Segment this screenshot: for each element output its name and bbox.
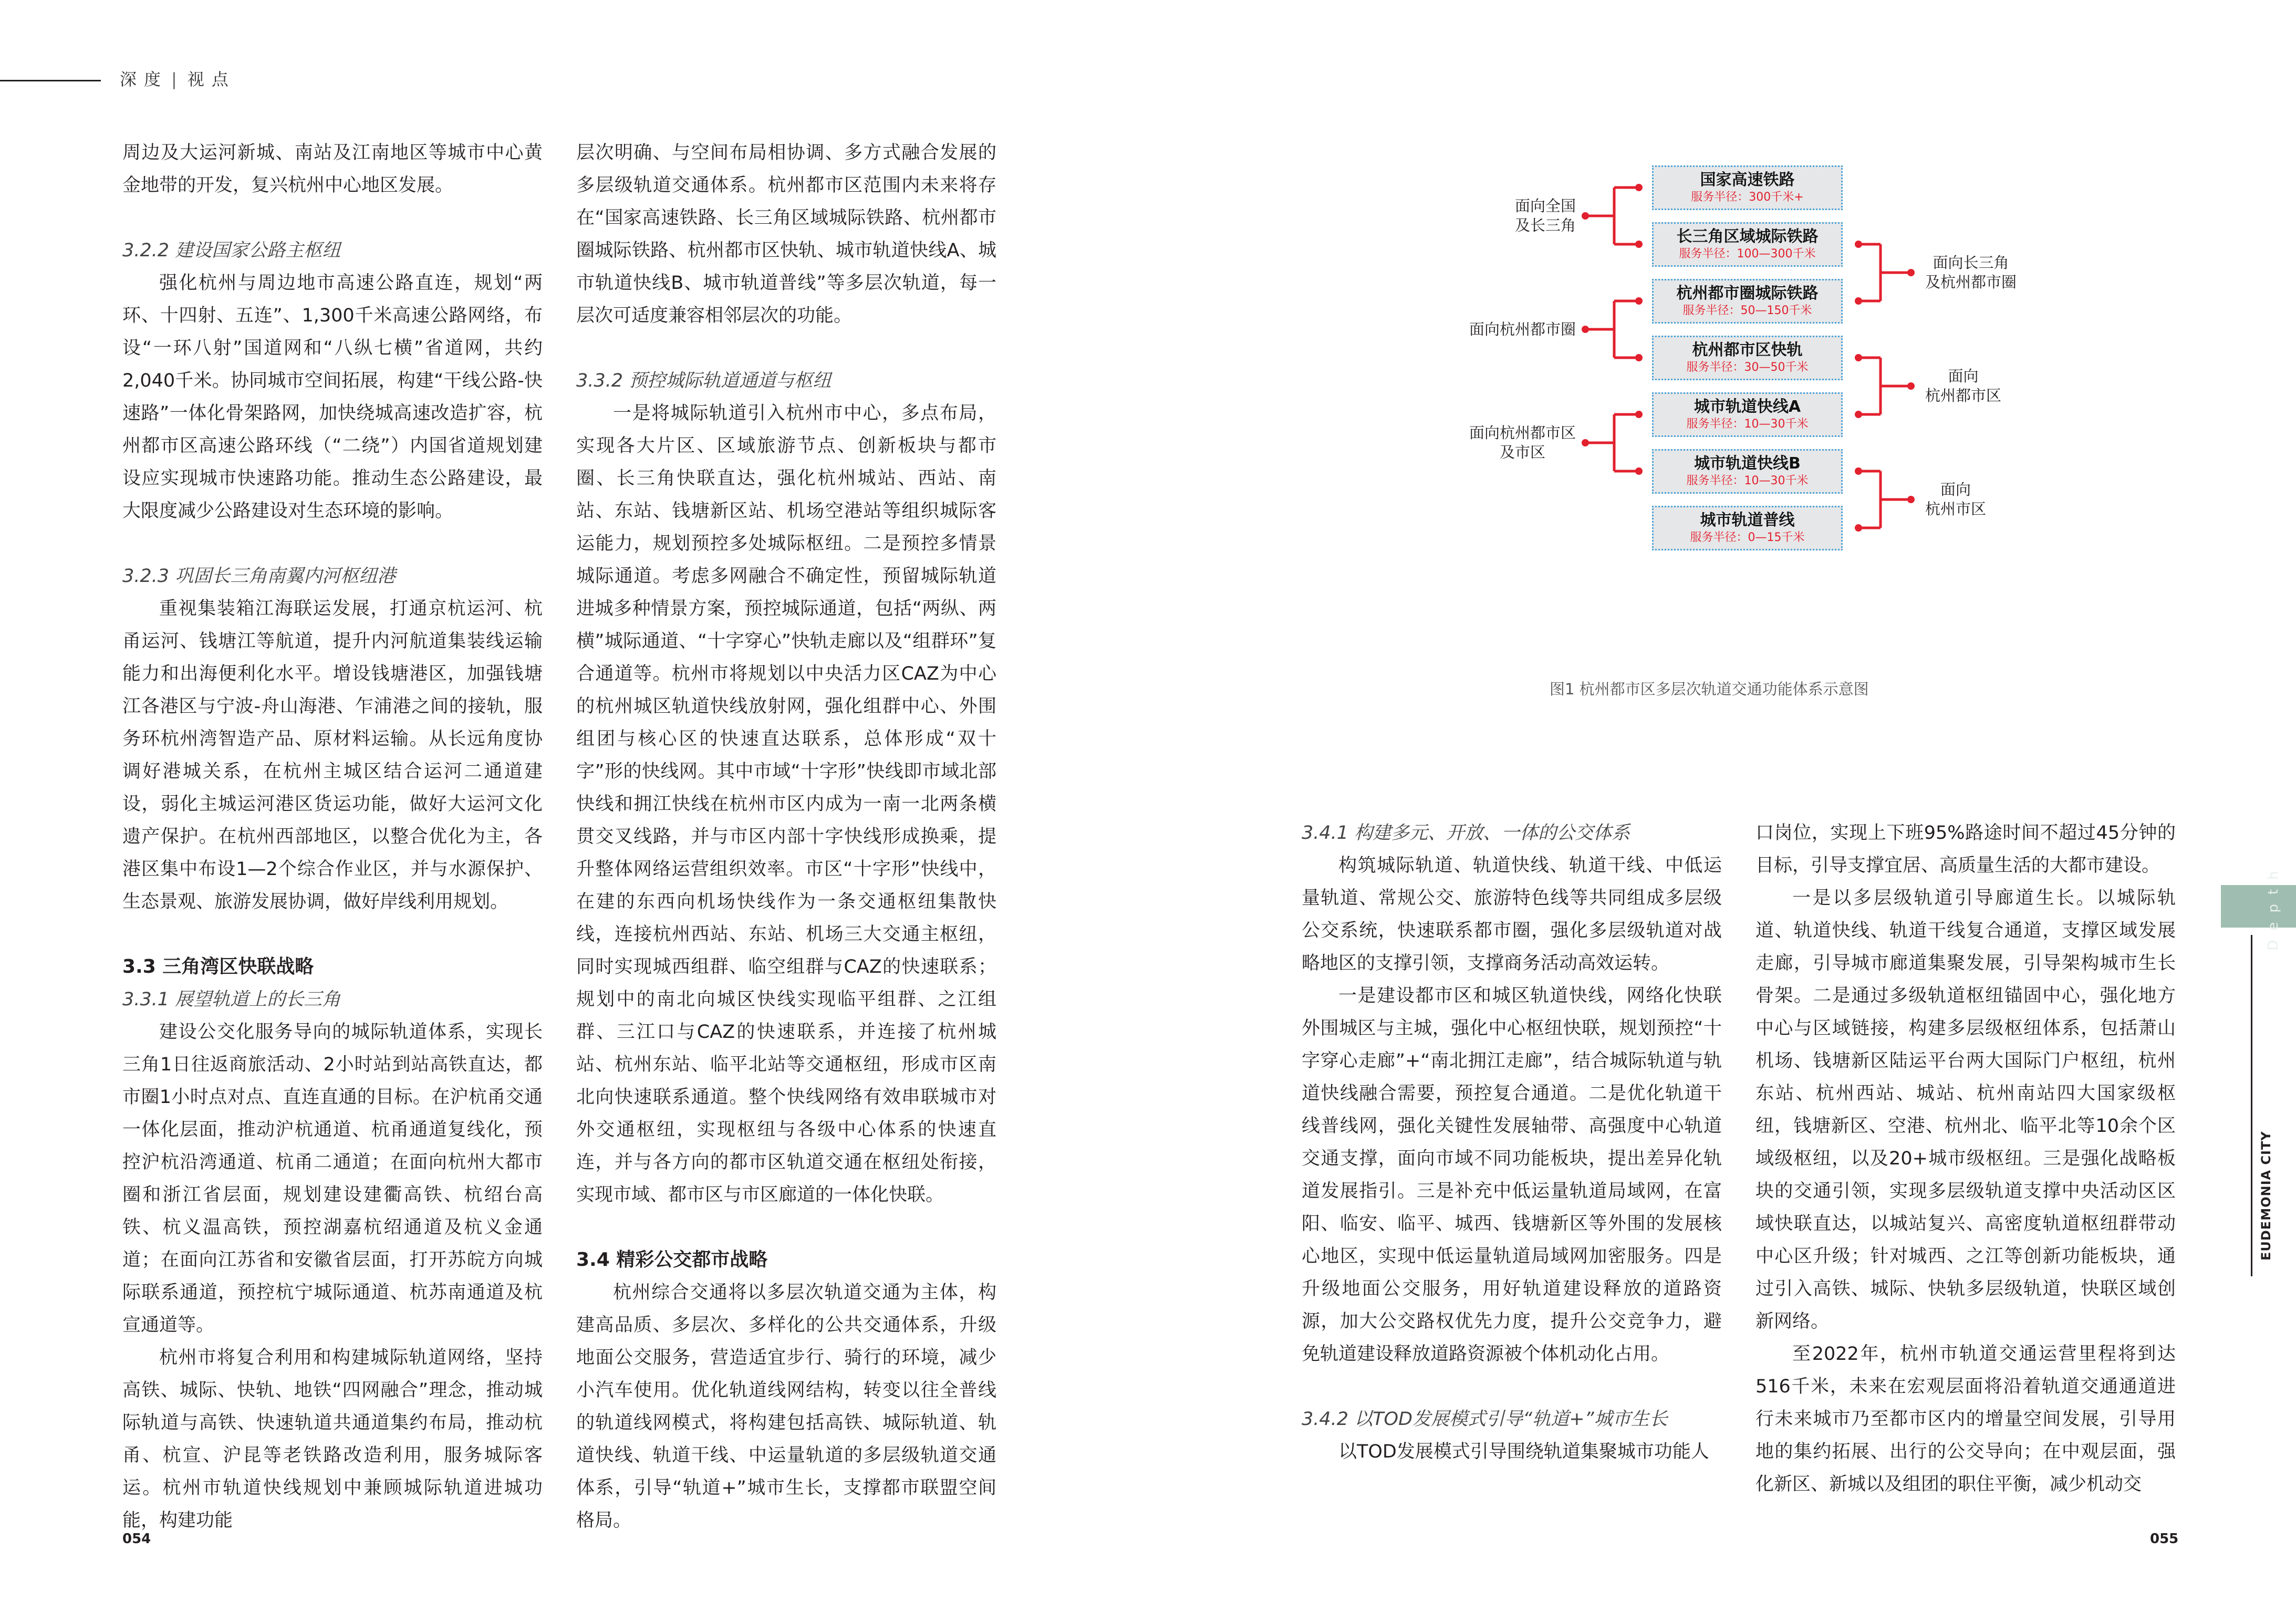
paragraph: 建设公交化服务导向的城际轨道体系，实现长三角1日往返商旅活动、2小时站到站高铁直达，都市圈1小时点对点、直连直通的目标。在沪杭甬交通一体化层面，推动沪杭通道、杭甬通道复线化，预控沪杭沿湾通道、杭甬二通道；在面向杭州大都市圈和浙江省层面，规划建设建衢高铁、杭绍台高铁、杭义温高铁，预控湖嘉杭绍通道及杭义金通道；在面向江苏省和安徽省层面，打开苏皖方向城际联系通道，预控杭宁城际通道、杭苏南通道及杭宣通道等。 [122,1022,543,1336]
group-line: 面向长三角 [1933,254,2009,272]
group-line: 面向杭州都市圈 [1469,320,1576,338]
left-page-column-1 [122,137,543,1537]
section-separator: | [171,69,184,89]
rail-tier-title: 杭州都市圈城际铁路 [1676,284,1819,303]
rail-tier-radius: 服务半径：50—150千米 [1682,304,1812,317]
paragraph: 一是建设都市区和城区轨道快线，网络化快联外围城区与主城，强化中心枢纽快联，规划预控“十字穿心走廊”+“南北拥江走廊”，结合城际轨道与轨道快线融合需要，预控复合通道。二是优化轨道干线普线网，强化关键性发展轴带、高强度中心轨道交通支撑，面向市域不同功能板块，提出差异化轨道发展指引。三是补充中低运量轨道局域网，在富阳、临安、临平、城西、钱塘新区等外围的发展核心地区，实现中低运量轨道局域网加密服务。四是升级地面公交服务，用好轨道建设释放的道路资源，加大公交路权优先力度，提升公交竞争力，避免轨道建设释放道路资源被个体机动化占用。 [1302,985,1722,1365]
section-heading: 3.2.3 巩固长三角南翼内河枢纽港 [122,566,396,587]
connector-dot [1635,184,1643,191]
rail-tier-title: 杭州都市区快轨 [1692,341,1803,359]
rail-tier-radius: 服务半径：10—30千米 [1686,474,1809,487]
right-group-label [1925,253,2017,292]
group-line: 杭州都市区 [1925,387,2002,404]
section-heading: 3.3 三角湾区快联战略 [122,956,314,977]
section-heading: 3.3.2 预控城际轨道通道与枢纽 [576,370,832,391]
rail-tier-title: 国家高速铁路 [1700,171,1795,189]
section-name: 深度 [120,69,169,89]
page-number-right: 055 [2150,1531,2179,1547]
connector-dot [1635,241,1643,248]
connector-dot [1855,297,1862,305]
group-line: 及市区 [1499,443,1545,461]
rail-tier-node [1652,336,1843,380]
group-line: 及长三角 [1514,216,1576,234]
right-page-column-2 [1755,817,2176,1501]
paragraph-gap [122,527,543,560]
group-line: 面向 [1940,481,1971,498]
rail-tier-node [1652,392,1843,437]
paragraph: 构筑城际轨道、轨道快线、轨道干线、中低运量轨道、常规公交、旅游特色线等共同组成多层级公交系统，快速联系都市圈，强化多层级轨道对战略地区的支撑引领，支撑商务活动高效运转。 [1302,855,1722,974]
left-group-label [1469,320,1576,339]
section-label [120,66,236,90]
group-line: 面向 [1948,367,1979,385]
brand-label: EUDEMONIA CITY [2259,1131,2273,1261]
side-tab-label: Depth [2266,861,2281,951]
rail-tier-radius: 服务半径：10—30千米 [1686,418,1809,431]
rail-tier-title: 长三角区域城际铁路 [1676,227,1819,246]
rail-tier-radius: 服务半径：0—15千米 [1690,531,1805,544]
connector-dot [1635,411,1643,418]
left-group-label [1515,196,1576,235]
left-group-label [1469,423,1576,462]
header-rule [0,80,101,81]
connector-dot [1582,439,1589,446]
group-line: 杭州市区 [1925,500,1987,518]
connector-dot [1635,467,1643,475]
group-line: 面向杭州都市区 [1469,424,1576,442]
rail-tier-title: 城市轨道快线B [1694,454,1801,473]
group-line: 面向全国 [1514,197,1576,215]
rail-tier-node [1652,449,1843,494]
paragraph: 以TOD发展模式引导围绕轨道集聚城市功能人 [1338,1441,1709,1462]
rail-tier-node [1652,279,1843,324]
section-heading: 3.3.1 展望轨道上的长三角 [122,989,341,1010]
paragraph: 强化杭州与周边地市高速公路直连，规划“两环、十四射、五连”、1,300千米高速公路网络，布设“一环八射”国道网和“八纵七横”省道网，共约2,040千米。协同城市空间拓展，构建“干线公路-快速路”一体化骨架路网，加快绕城高速改造扩容，杭州都市区高速公路环线（“二绕”）内国省道规划建设应实现城市快速路功能。推动生态公路建设，最大限度减少公路建设对生态环境的影响。 [122,273,543,522]
paragraph: 层次明确、与空间布局相协调、多方式融合发展的多层级轨道交通体系。杭州都市区范围内未来将存在“国家高速铁路、长三角区域城际铁路、杭州都市圈城际铁路、杭州都市区快轨、城市轨道快线A、城市轨道快线B、城市轨道普线”等多层次轨道，每一层次可适度兼容相邻层次的功能。 [576,142,996,326]
connector-dot [1907,382,1915,390]
side-rule [2251,935,2252,1103]
side-rule-lower [2251,1103,2252,1276]
paragraph: 重视集装箱江海联运发展，打通京杭运河、杭甬运河、钱塘江等航道，提升内河航道集装线运输能力和出海便利化水平。增设钱塘港区，加强钱塘江各港区与宁波-舟山海港、乍浦港之间的接轨，服务环杭州湾智造产品、原材料运输。从长远角度协调好港城关系，在杭州主城区结合运河二通道建设，弱化主城运河港区货运功能，做好大运河文化遗产保护。在杭州西部地区，以整合优化为主，各港区集中布设1—2个综合作业区，并与水源保护、生态景观、旅游发展协调，做好岸线利用规划。 [122,598,543,912]
paragraph: 杭州市将复合利用和构建城际轨道网络，坚持高铁、城际、快轨、地铁“四网融合”理念，推动城际轨道与高铁、快速轨道共通道集约布局，推动杭甬、杭宣、沪昆等老铁路改造利用，服务城际客运。杭州市轨道快线规划中兼顾城际轨道进城功能，构建功能 [122,1347,543,1531]
paragraph-gap [122,202,543,234]
connector-dot [1582,212,1589,220]
rail-hierarchy-diagram [1418,158,2101,630]
right-page-column-1 [1302,817,1722,1468]
page-number-left: 054 [122,1531,151,1547]
paragraph-gap [122,918,543,951]
rail-tier-radius: 服务半径：30—50千米 [1686,361,1809,374]
rail-tier-radius: 服务半径：300千米+ [1691,191,1804,204]
section-heading: 3.4.2 以TOD发展模式引导“轨道+”城市生长 [1302,1409,1668,1430]
section-heading: 3.2.2 建设国家公路主枢纽 [122,240,341,261]
subsection-name: 视点 [187,69,236,89]
connector-dot [1907,496,1915,503]
paragraph: 口岗位，实现上下班95%路途时间不超过45分钟的目标，引导支撑宜居、高质量生活的大都市建设。 [1755,823,2176,876]
paragraph: 一是以多层级轨道引导廊道生长。以城际轨道、轨道快线、轨道干线复合通道，支撑区域发展走廊，引导城市廊道集聚发展，引导架构城市生长骨架。二是通过多级轨道枢纽锚固中心，强化地方中心与区域链接，构建多层级枢纽体系，包括萧山机场、钱塘新区陆运平台两大国际门户枢纽，杭州东站、杭州西站、城站、杭州南站四大国家级枢纽，钱塘新区、空港、杭州北、临平北等10余个区域级枢纽，以及20+城市级枢纽。三是强化战略板块的交通引领，实现多层级轨道支撑中央活动区区域快联直达，以城站复兴、高密度轨道枢纽群带动中心区升级；针对城西、之江等创新功能板块，通过引入高铁、城际、快轨多层级轨道，快联区域创新网络。 [1755,888,2176,1332]
connector-dot [1907,269,1915,276]
right-group-label [1925,367,2001,405]
connector-dot [1855,467,1862,475]
connector-dot [1855,354,1862,361]
right-group-label [1925,480,1986,519]
rail-tier-radius: 服务半径：100—300千米 [1679,247,1816,261]
connector-dot [1635,297,1643,305]
connector-dot [1855,524,1862,532]
group-line: 及杭州都市圈 [1925,273,2017,291]
paragraph: 杭州综合交通将以多层次轨道交通为主体，构建高品质、多层次、多样化的公共交通体系，升级地面公交服务，营造适宜步行、骑行的环境，减少小汽车使用。优化轨道线网结构，转变以往全普线的轨道线网模式，将构建包括高铁、城际轨道、轨道快线、轨道干线、中运量轨道的多层级轨道交通体系，引导“轨道+”城市生长，支撑都市联盟空间格局。 [576,1282,996,1531]
rail-tier-node [1652,222,1843,267]
rail-tier-title: 城市轨道普线 [1700,511,1795,529]
rail-tier-node [1652,506,1843,550]
figure-caption: 图1 杭州都市区多层次轨道交通功能体系示意图 [1550,680,1869,698]
connector-dot [1635,354,1643,361]
rail-tier-title: 城市轨道快线A [1694,398,1801,416]
section-heading: 3.4.1 构建多元、开放、一体的公交体系 [1302,823,1630,844]
side-tab [2221,861,2296,951]
paragraph-gap [576,332,996,365]
connector-dot [1855,411,1862,418]
section-heading: 3.4 精彩公交都市战略 [576,1249,768,1271]
paragraph: 至2022年，杭州市轨道交通运营里程将到达516千米，未来在宏观层面将沿着轨道交通通道进行未来城市乃至都市区内的增量空间发展，引导用地的集约拓展、出行的公交导向；在中观层面，强化新区、新城以及组团的职住平衡，减少机动交 [1755,1344,2176,1495]
rail-tier-node [1652,165,1843,210]
paragraph: 一是将城际轨道引入杭州市中心，多点布局，实现各大片区、区域旅游节点、创新板块与都市圈、长三角快联直达，强化杭州城站、西站、南站、东站、钱塘新区站、机场空港站等组织城际客运能力，规划预控多处城际枢纽。二是预控多情景城际通道。考虑多网融合不确定性，预留城际轨道进城多种情景方案，预控城际通道，包括“两纵、两横”城际通道、“十字穿心”快轨走廊以及“组群环”复合通道等。杭州市将规划以中央活力区CAZ为中心的杭州城区轨道快线放射网，强化组群中心、外围组团与核心区的快速直达联系，总体形成“双十字”形的快线网。其中市域“十字形”快线即市域北部快线和拥江快线在杭州市区内成为一南一北两条横贯交叉线路，并与市区内部十字快线形成换乘，提升整体网络运营组织效率。市区“十字形”快线中，在建的东西向机场快线作为一条交通枢纽集散快线，连接杭州西站、东站、机场三大交通主枢纽，同时实现城西组群、临空组群与CAZ的快速联系；规划中的南北向城区快线实现临平组群、之江组群、三江口与CAZ的快速联系，并连接了杭州城站、杭州东站、临平北站等交通枢纽，形成市区南北向快速联系通道。整个快线网络有效串联城市对外交通枢纽，实现枢纽与各级中心体系的快速直连，并与各方向的都市区轨道交通在枢纽处衔接，实现市域、都市区与市区廊道的一体化快联。 [576,403,996,1205]
left-page-column-2 [576,137,996,1537]
paragraph-gap [1302,1370,1722,1403]
paragraph-gap [576,1211,996,1244]
connector-dot [1855,241,1862,248]
paragraph: 周边及大运河新城、南站及江南地区等城市中心黄金地带的开发，复兴杭州中心地区发展。 [122,142,543,196]
connector-dot [1582,326,1589,333]
